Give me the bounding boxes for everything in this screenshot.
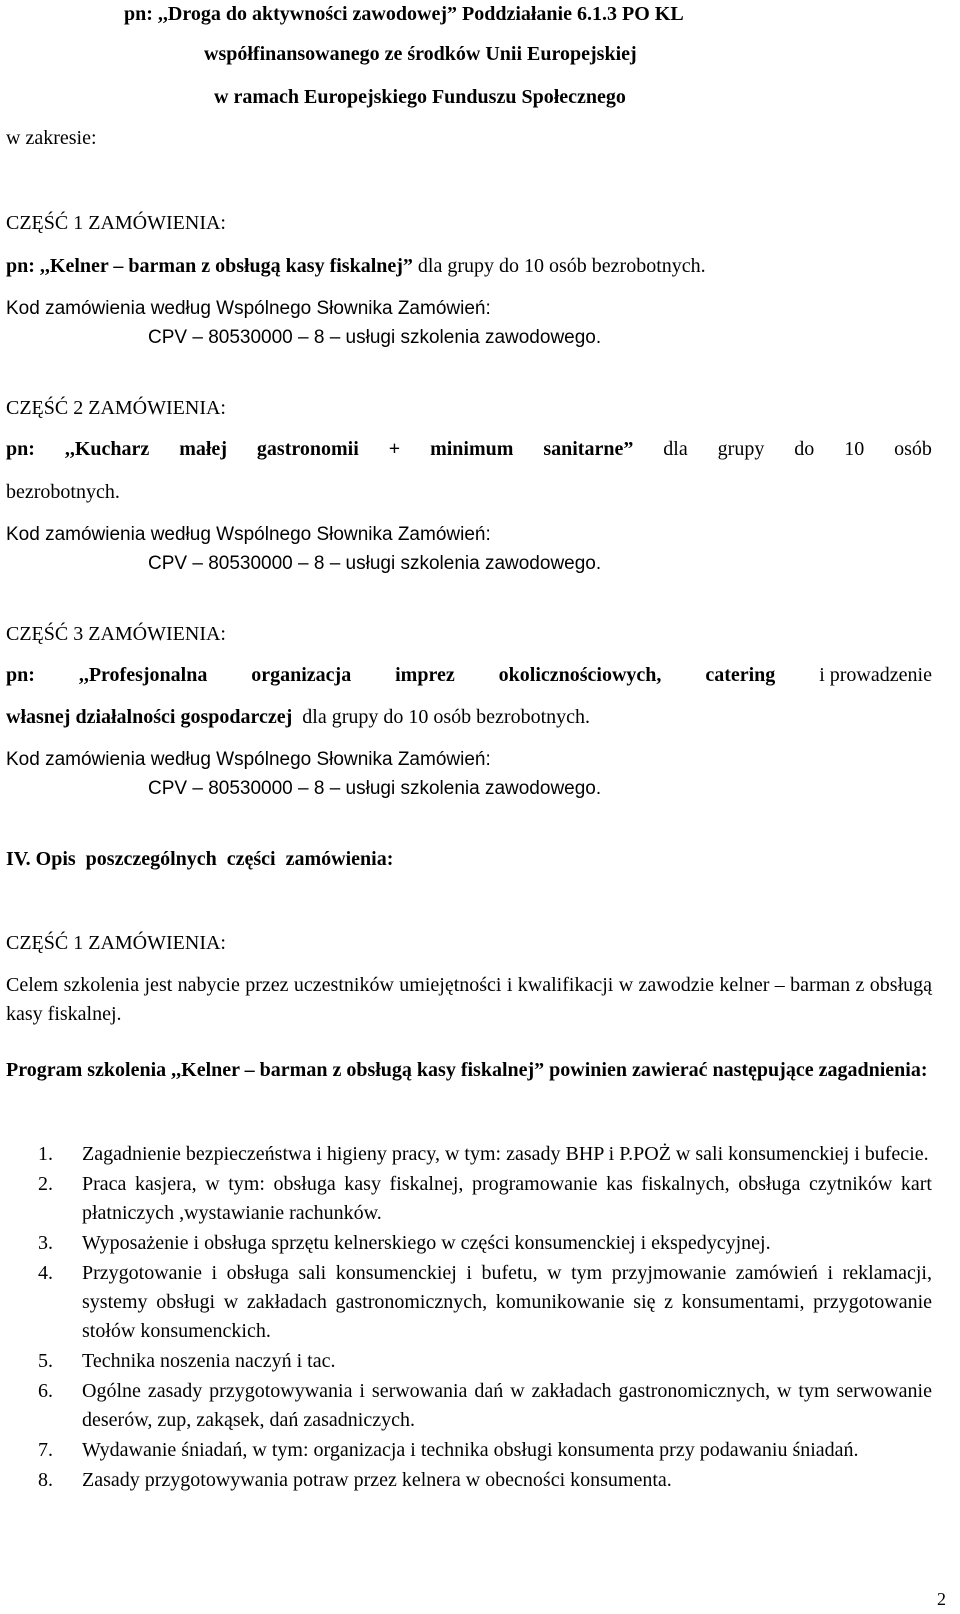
part3-pn-word: pn:: [6, 664, 35, 686]
list-item: [38, 1170, 932, 1228]
part2-pn-word: do: [794, 438, 815, 460]
program-title-line2: współfinansowanego ze środków Unii Europejskiej: [204, 43, 637, 65]
part3-pn-word: organizacja: [251, 664, 352, 686]
part1-code-value: CPV – 80530000 – 8 – usługi szkolenia zawodowego.: [148, 327, 602, 348]
part2-pn-word: dla: [663, 438, 688, 460]
list-item-number: 5.: [38, 1350, 53, 1372]
list-item-number: 4.: [38, 1262, 53, 1284]
part2-pn-word: gastronomii: [256, 438, 359, 460]
part2-pn-word: pn:: [6, 438, 35, 460]
part2-pn-word: ,,Kucharz: [64, 438, 150, 460]
list-item-text: Wyposażenie i obsługa sprzętu kelnerskiego w części konsumenckiej i ekspedycyjnej.: [82, 1232, 771, 1254]
part3-code-label: Kod zamówienia według Wspólnego Słownika Zamówień:: [6, 749, 491, 770]
list-item: [38, 1259, 932, 1346]
list-item-text: Praca kasjera, w tym: obsługa kasy fiskalnej, programowanie kas fiskalnych, obsługa czytników kart płatniczych ,wystawianie rachunków.: [82, 1173, 932, 1224]
part2-code-value: CPV – 80530000 – 8 – usługi szkolenia zawodowego.: [148, 553, 602, 574]
part3-pn-line: [6, 661, 932, 690]
part1-code-label: Kod zamówienia według Wspólnego Słownika Zamówień:: [6, 298, 491, 319]
part2-pn-word: grupy: [717, 438, 765, 460]
section4-program-heading: Program szkolenia ,,Kelner – barman z obsługą kasy fiskalnej” powinien zawierać następujące zagadnienia:: [6, 1059, 928, 1081]
list-item-text: Technika noszenia naczyń i tac.: [82, 1350, 336, 1372]
page-number: 2: [937, 1589, 946, 1609]
part3-pn-word: imprez: [395, 664, 455, 686]
part1-pn: [6, 252, 706, 281]
part3-pn-cont-bold: własnej działalności gospodarczej: [6, 706, 293, 728]
list-item: [38, 1229, 932, 1258]
list-item: [38, 1436, 932, 1465]
part1-pn-name: ,,Kelner – barman z obsługą kasy fiskalnej”: [39, 255, 413, 277]
list-item-number: 7.: [38, 1439, 53, 1461]
part2-pn-word: 10: [844, 438, 865, 460]
list-item-number: 1.: [38, 1143, 53, 1165]
part2-pn-word: minimum: [430, 438, 514, 460]
part1-title: CZĘŚĆ 1 ZAMÓWIENIA:: [6, 212, 226, 234]
part2-pn-word: sanitarne”: [543, 438, 634, 460]
part2-code-label: Kod zamówienia według Wspólnego Słownika Zamówień:: [6, 524, 491, 545]
topics-list: [38, 1140, 932, 1496]
part3-pn-word: i prowadzenie: [819, 664, 932, 686]
part1-pn-suffix: dla grupy do 10 osób bezrobotnych.: [412, 255, 706, 277]
list-item-number: 8.: [38, 1469, 53, 1491]
part2-pn-word: osób: [894, 438, 932, 460]
list-item: [38, 1347, 932, 1376]
part2-title: CZĘŚĆ 2 ZAMÓWIENIA:: [6, 397, 226, 419]
section4-part1-title: CZĘŚĆ 1 ZAMÓWIENIA:: [6, 932, 226, 954]
list-item-text: Wydawanie śniadań, w tym: organizacja i technika obsługi konsumenta przy podawaniu śniadań.: [82, 1439, 859, 1461]
section4-heading: IV. Opis poszczególnych części zamówienia:: [6, 848, 394, 870]
part3-pn-word: ,,Profesjonalna: [78, 664, 208, 686]
scope-label: w zakresie:: [6, 127, 97, 149]
part3-pn-word: okolicznościowych,: [498, 664, 662, 686]
part3-title: CZĘŚĆ 3 ZAMÓWIENIA:: [6, 623, 226, 645]
part2-pn-cont: bezrobotnych.: [6, 481, 120, 503]
list-item: [38, 1140, 932, 1169]
part3-pn-cont-rest: dla grupy do 10 osób bezrobotnych.: [302, 706, 591, 728]
list-item-text: Zasady przygotowywania potraw przez kelnera w obecności konsumenta.: [82, 1469, 672, 1491]
part1-pn-prefix: pn:: [6, 255, 40, 277]
list-item-text: Ogólne zasady przygotowywania i serwowania dań w zakładach gastronomicznych, w tym serwowanie deserów, zup, zakąsek, dań zasadniczych.: [82, 1380, 932, 1431]
part2-pn-word: +: [388, 438, 401, 460]
list-item: [38, 1466, 932, 1495]
list-item-text: Zagadnienie bezpieczeństwa i higieny pracy, w tym: zasady BHP i P.POŻ w sali konsumenckiej i bufecie.: [82, 1143, 929, 1165]
list-item: [38, 1377, 932, 1435]
program-title-line1: pn: ,,Droga do aktywności zawodowej” Poddziałanie 6.1.3 PO KL: [124, 3, 684, 25]
part3-pn-cont: [6, 703, 590, 732]
list-item-number: 3.: [38, 1232, 53, 1254]
section4-goal: Celem szkolenia jest nabycie przez uczestników umiejętności i kwalifikacji w zawodzie kelner – barman z obsługą kasy fiskalnej.: [6, 974, 932, 1025]
list-item-text: Przygotowanie i obsługa sali konsumenckiej i bufetu, w tym przyjmowanie zamówień i reklamacji, systemy obsługi w zakładach gastronomicznych, komunikowanie się z konsumentami, przygotowanie stołów konsumenckich.: [82, 1262, 932, 1342]
part3-pn-word: catering: [705, 664, 776, 686]
part2-pn-line: [6, 435, 932, 464]
list-item-number: 2.: [38, 1173, 53, 1195]
program-title-line3: w ramach Europejskiego Funduszu Społecznego: [214, 86, 626, 108]
list-item-number: 6.: [38, 1380, 53, 1402]
part2-pn-word: małej: [179, 438, 227, 460]
part3-code-value: CPV – 80530000 – 8 – usługi szkolenia zawodowego.: [148, 778, 602, 799]
